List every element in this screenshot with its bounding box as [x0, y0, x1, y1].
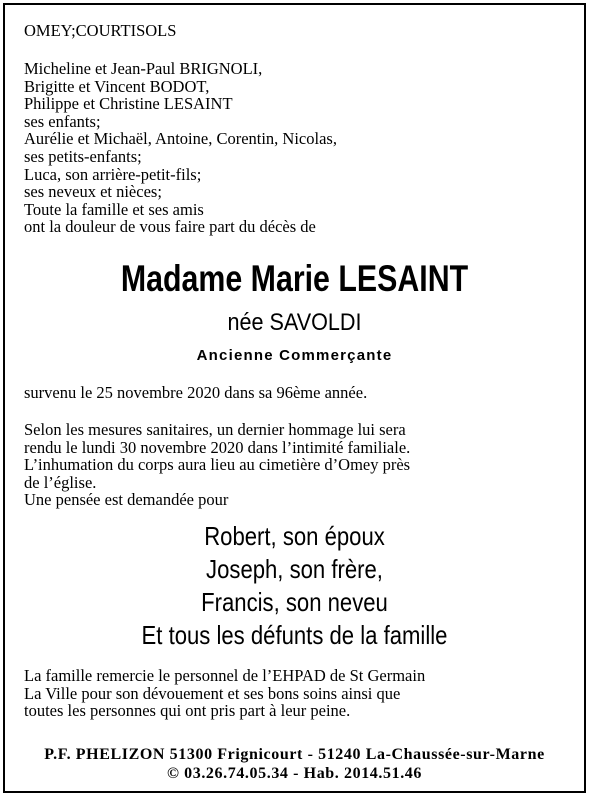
deceased-name: Madame Marie LESAINT: [120, 258, 469, 299]
arrangements-line: Une pensée est demandée pour: [24, 490, 229, 510]
arrangements-line: Selon les mesures sanitaires, un dernier hommage lui sera: [24, 420, 406, 439]
arrangements-line: de l’église.: [24, 472, 97, 492]
occupation: Ancienne Commerçante: [196, 347, 393, 364]
thanks-line: La famille remercie le personnel de l’EHPAD de St Germain: [24, 666, 426, 685]
family-line: ses enfants;: [24, 111, 101, 131]
family-line: Micheline et Jean-Paul BRIGNOLI,: [24, 59, 263, 78]
family-line: Toute la famille et ses amis: [24, 199, 204, 219]
family-line: Aurélie et Michaël, Antoine, Corentin, Nicolas,: [24, 129, 337, 149]
family-line: ont la douleur de vous faire part du décès de: [24, 217, 316, 237]
deceased-name-block: [5, 259, 584, 299]
death-line: survenu le 25 novembre 2020 dans sa 96ème année.: [24, 383, 368, 402]
death-line-block: [24, 384, 565, 402]
family-line: Luca, son arrière-petit-fils;: [24, 164, 202, 184]
occupation-block: [5, 347, 584, 364]
family-line: ses petits-enfants;: [24, 146, 142, 166]
arrangements: [24, 421, 565, 509]
family-line: Brigitte et Vincent BODOT,: [24, 76, 210, 96]
obituary-notice: [3, 3, 586, 793]
remembered-line: Robert, son époux: [204, 521, 385, 551]
footer-phone: © 03.26.74.05.34 - Hab. 2014.51.46: [166, 765, 423, 782]
arrangements-line: L’inhumation du corps aura lieu au cimetière d’Omey près: [24, 455, 411, 475]
thanks: [24, 667, 565, 720]
maiden-name: née SAVOLDI: [227, 309, 362, 336]
header-place: [24, 22, 565, 40]
remembered-line: Et tous les défunts de la famille: [141, 620, 448, 650]
thanks-line: La Ville pour son dévouement et ses bons soins ainsi que: [24, 683, 401, 703]
family-line: ses neveux et nièces;: [24, 182, 162, 202]
arrangements-line: rendu le lundi 30 novembre 2020 dans l’intimité familiale.: [24, 437, 411, 457]
remembered-list: [5, 520, 584, 652]
remembered-line: Francis, son neveu: [201, 587, 388, 617]
maiden-name-block: [5, 310, 584, 336]
funeral-home-footer: [5, 745, 584, 783]
footer-address: P.F. PHELIZON 51300 Frignicourt - 51240 La-Chaussée-sur-Marne: [44, 746, 545, 763]
remembered-line: Joseph, son frère,: [206, 554, 383, 584]
place-text: OMEY;COURTISOLS: [24, 21, 177, 40]
family-list: [24, 60, 565, 236]
thanks-line: toutes les personnes qui ont pris part à leur peine.: [24, 701, 351, 721]
family-line: Philippe et Christine LESAINT: [24, 94, 233, 114]
